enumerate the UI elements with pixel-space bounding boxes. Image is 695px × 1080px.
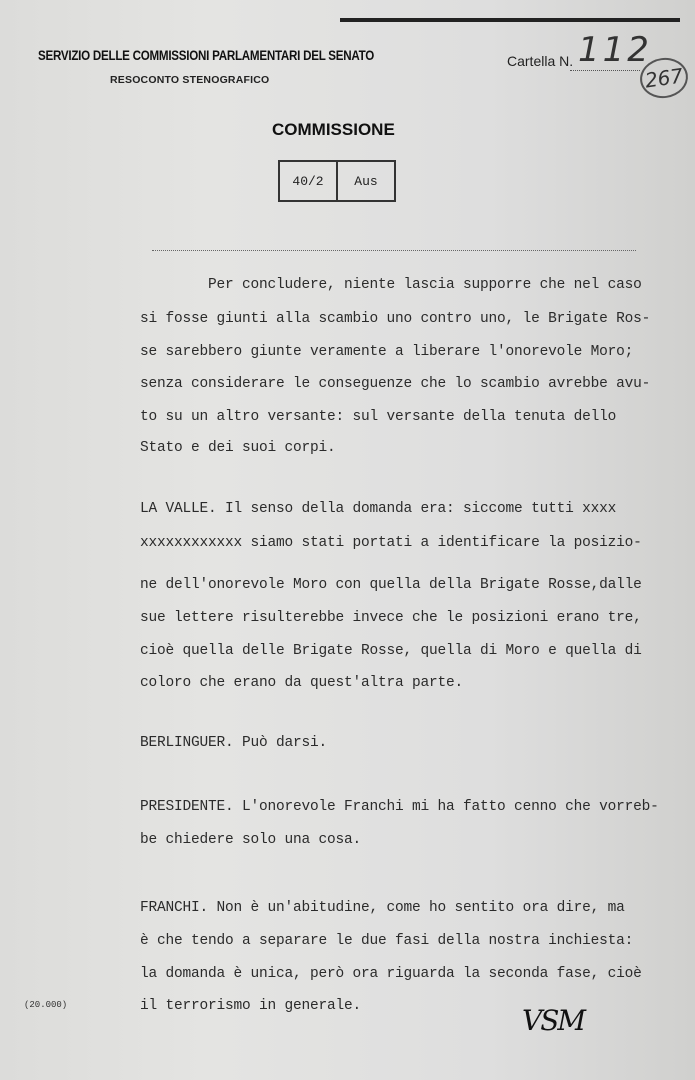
text-line: BERLINGUER. Può darsi. xyxy=(140,735,328,751)
office-heading: SERVIZIO DELLE COMMISSIONI PARLAMENTARI DEL SENATO xyxy=(38,48,375,63)
text-line: to su un altro versante: sul versante della tenuta dello xyxy=(140,409,617,425)
cartella-underline xyxy=(570,70,640,71)
text-line: senza considerare le conseguenze che lo scambio avrebbe avu- xyxy=(140,376,651,392)
subtitle: RESOCONTO STENOGRAFICO xyxy=(110,74,270,86)
code-right: Aus xyxy=(354,173,378,189)
text-line: ne dell'onorevole Moro con quella della Brigate Rosse,dalle xyxy=(140,577,642,593)
text-line: be chiedere solo una cosa. xyxy=(140,832,362,848)
text-line: se sarebbero giunte veramente a liberare l'onorevole Moro; xyxy=(140,344,634,360)
dotted-separator xyxy=(152,250,636,251)
text-line: la domanda è unica, però ora riguarda la seconda fase, cioè xyxy=(140,966,642,982)
page-title: COMMISSIONE xyxy=(272,120,395,139)
text-line: è che tendo a separare le due fasi della nostra inchiesta: xyxy=(140,933,634,949)
page-stamp xyxy=(637,55,690,101)
cartella-label: Cartella N. xyxy=(507,53,574,69)
stamp-number: 267 xyxy=(643,63,685,93)
text-line: PRESIDENTE. L'onorevole Franchi mi ha fatto cenno che vorreb- xyxy=(140,799,659,815)
text-line: LA VALLE. Il senso della domanda era: siccome tutti xxxx xyxy=(140,501,617,517)
text-line: si fosse giunti alla scambio uno contro uno, le Brigate Ros- xyxy=(140,311,651,327)
text-line: sue lettere risulterebbe invece che le posizioni erano tre, xyxy=(140,610,642,626)
text-line: cioè quella delle Brigate Rosse, quella di Moro e quella di xyxy=(140,643,642,659)
code-box xyxy=(278,160,396,202)
signature: VSM xyxy=(522,1004,585,1037)
text-line: FRANCHI. Non è un'abitudine, come ho sentito ora dire, ma xyxy=(140,900,625,916)
text-line: coloro che erano da quest'altra parte. xyxy=(140,675,464,691)
top-rule xyxy=(340,18,680,22)
code-left: 40/2 xyxy=(280,162,338,200)
print-code: (20.000) xyxy=(24,1000,68,1010)
text-line: Stato e dei suoi corpi. xyxy=(140,440,336,456)
text-line: Per concludere, niente lascia supporre che nel caso xyxy=(140,277,642,293)
cartella-number: 112 xyxy=(578,30,652,70)
text-line: xxxxxxxxxxxx siamo stati portati a identificare la posizio- xyxy=(140,535,642,551)
text-line: il terrorismo in generale. xyxy=(140,998,362,1014)
